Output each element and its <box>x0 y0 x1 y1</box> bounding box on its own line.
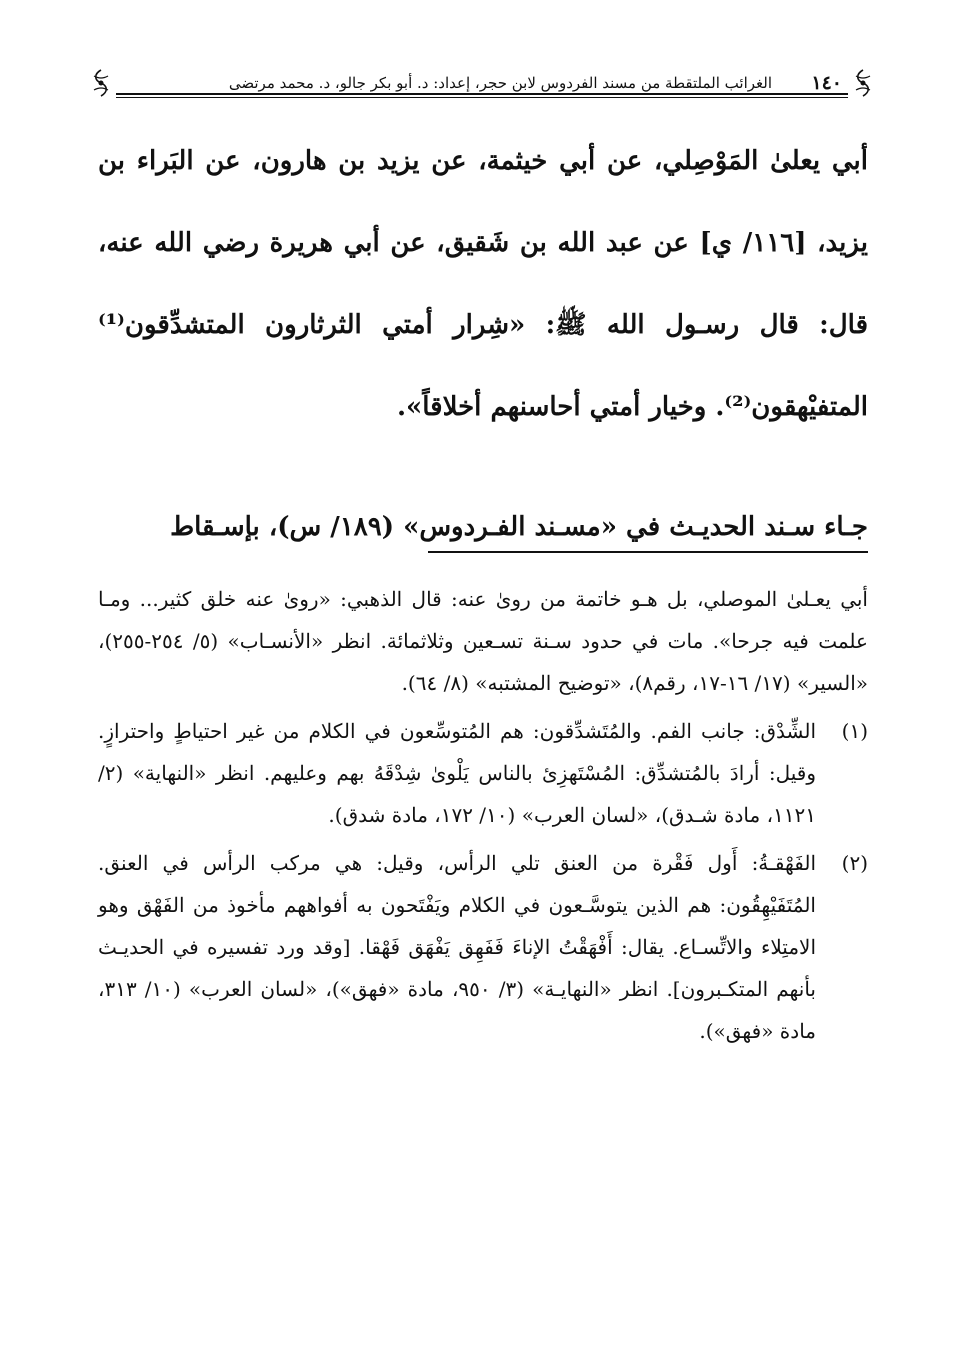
footnote <box>98 710 868 836</box>
footnote-text: الفَهْقـةُ: أَول فَقْرة من العنق تلي الرأس، وقيل: هي مركب الرأس في العنق. المُتَفَيْهِقُون: هم الذين يتوسَّـعون في الكلام ويَفْتَحون به أفواههم مأخوذ من الفَهْق وهو الامتِلاء والاتِّسـاع. يقال: أَفْهَقْتُ الإناءَ فَفَهِق يَفْهَق فَهْقا. [وقد ورد تفسيره في الحديـث بأنهم المتكـبرون]. انظر «النهايـة» (٣/ ٩٥٠، مادة «فهق»)، «لسان العرب» (١٠/ ٣١٣، مادة «فهق»). <box>98 851 816 1043</box>
footnotes <box>98 578 868 1052</box>
page-header <box>96 62 868 102</box>
main-paragraph: جـاء سـند الحديـث في «مسـند الفـردوس» (١٨٩/ س)، بإسـقاط <box>170 512 868 542</box>
ornament-icon <box>852 68 874 98</box>
footnote-text: الشِّدْق: جانب الفم. والمُتَشدِّقون: هم المُتوسِّعون في الكلام من غير احتياطٍ واحترازٍ. وقيل: أرادَ بالمُتشدِّق: المُسْتَهزِئ بالناس يَلْوىٰ شِدْقَهُ بهم وعليهم. انظر «النهاية» (٢/ ١١٢١، مادة شـدق)، «لسان العرب» (١٠/ ١٧٢، مادة شدق). <box>98 719 816 827</box>
header-rule-thin <box>116 97 848 98</box>
running-title: الغرائب الملتقطة من مسند الفردوس لابن حجر، إعداد: د. أبو بكر جالو، د. محمد مرتضى <box>228 74 772 92</box>
main-text <box>98 120 868 568</box>
footnote-number: (١) <box>841 719 868 743</box>
footnote <box>98 842 868 1052</box>
ornament-icon <box>90 68 112 98</box>
page-number: ١٤٠ <box>811 72 842 94</box>
footnote-continuation: أبي يعـلىٰ الموصلي، بل هـو خاتمة من روىٰ عنه: قال الذهبي: «روىٰ عنه خلق كثير... ومـا علمت فيه جرحا». مات في حدود سـنة تسـعين وثلاثمائة. انظر «الأنسـاب» (٥/ ٢٥٤-٢٥٥)، «السير» (١٧/ ١٦-١٧، رقم٨)، «توضيح المشتبه» (٨/ ٦٤). <box>98 587 868 695</box>
main-paragraph: أبي يعلىٰ المَوْصِلي، عن أبي خيثمة، عن يزيد بن هارون، عن البَراء بن يزيد، [١١٦/ ي] عن عبد الله بن شَقيق، عن أبي هريرة رضي الله عنه، قال: قال رسـول الله ﷺ: «شِرار أمتي الثرثارون المتشدِّقون⁽¹⁾ المتفيْهقون⁽²⁾. وخيار أمتي أحاسنهم أخلاقاً». <box>98 146 869 422</box>
footnote-number: (٢) <box>841 851 868 875</box>
footnote-separator <box>428 551 868 553</box>
header-rule <box>116 93 848 95</box>
